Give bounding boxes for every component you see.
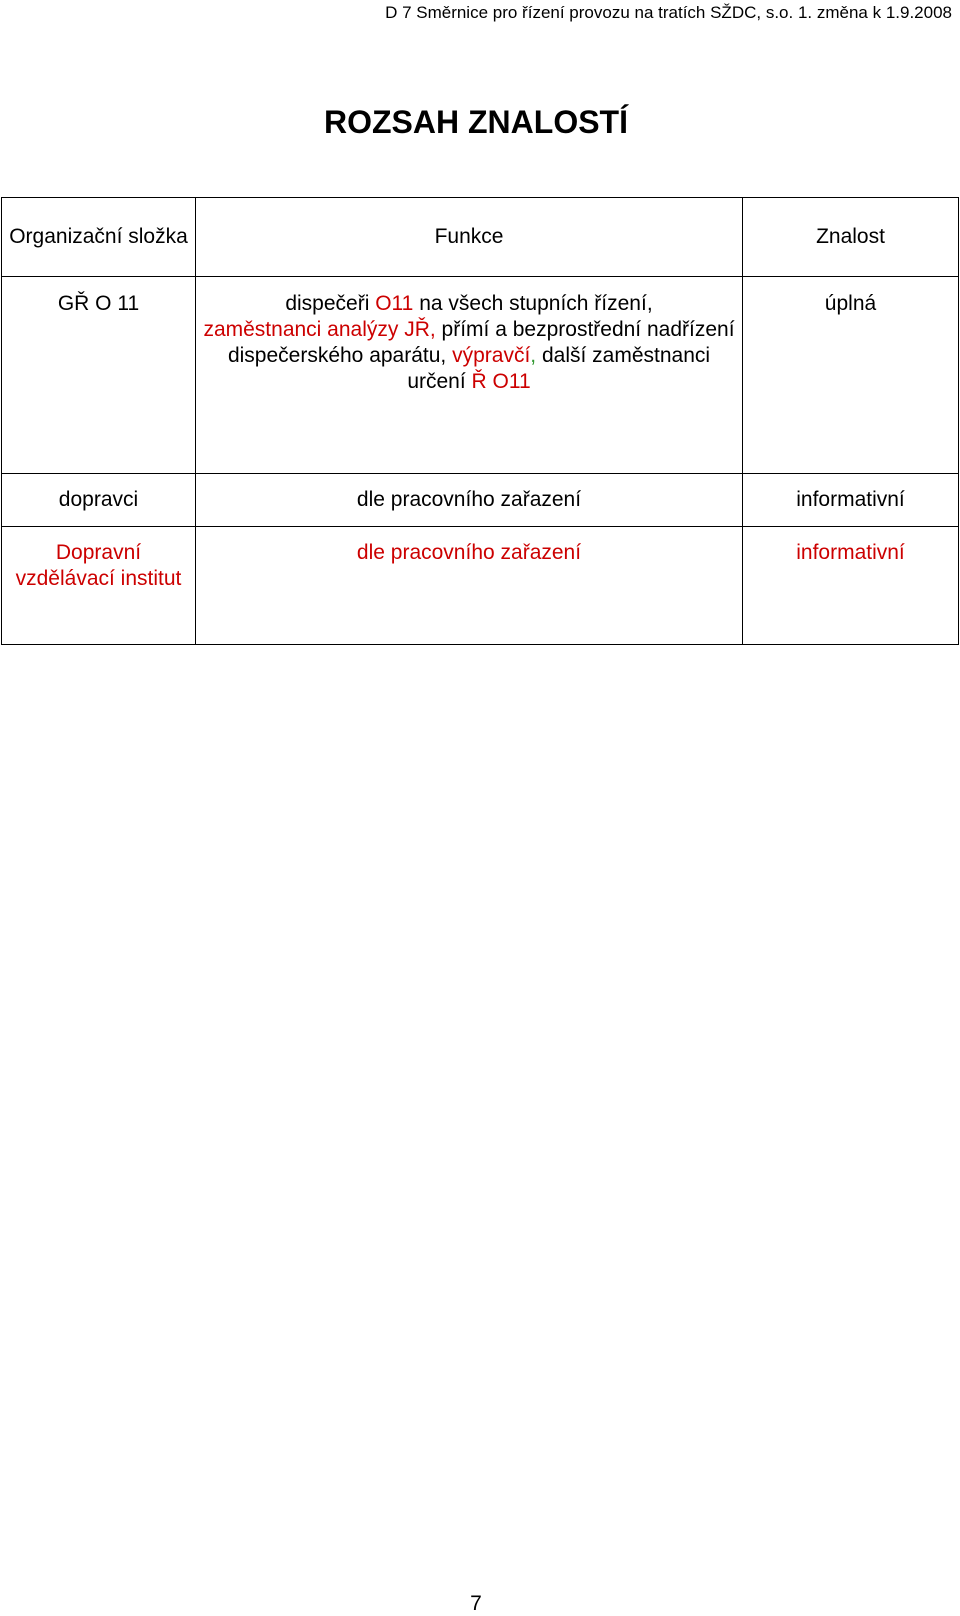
cell-function: dle pracovního zařazení bbox=[196, 527, 743, 645]
function-text: na všech stupních řízení, bbox=[413, 292, 653, 315]
function-text-highlight: Ř O11 bbox=[471, 370, 531, 393]
function-text: další zaměstnanci určení bbox=[407, 344, 711, 393]
function-text-highlight: výpravčí bbox=[452, 344, 531, 367]
table-row bbox=[2, 527, 959, 645]
page-number: 7 bbox=[470, 1592, 482, 1615]
function-text: přímí a bezprostřední nadřízení dispečerského aparátu, bbox=[227, 318, 735, 367]
page-title: ROZSAH ZNALOSTÍ bbox=[324, 104, 628, 140]
function-text-highlight: zaměstnanci analýzy JŘ, bbox=[203, 318, 436, 341]
table-header-row bbox=[2, 198, 959, 277]
page-header: D 7 Směrnice pro řízení provozu na tratích SŽDC, s.o. 1. změna k 1.9.2008 bbox=[385, 3, 952, 22]
table-row bbox=[2, 474, 959, 527]
table-row bbox=[2, 277, 959, 474]
function-text: dispečeři bbox=[285, 292, 376, 315]
header-cell-function: Funkce bbox=[196, 198, 743, 277]
cell-function bbox=[196, 277, 743, 474]
function-text-highlight-green: , bbox=[530, 344, 537, 367]
cell-organization: GŘ O 11 bbox=[2, 277, 196, 474]
cell-function: dle pracovního zařazení bbox=[196, 474, 743, 527]
knowledge-table bbox=[1, 197, 959, 645]
cell-organization: Dopravní vzdělávací institut bbox=[2, 527, 196, 645]
function-text-highlight: O11 bbox=[375, 292, 414, 315]
cell-knowledge: informativní bbox=[743, 474, 959, 527]
cell-knowledge: úplná bbox=[743, 277, 959, 474]
header-cell-organization: Organizační složka bbox=[2, 198, 196, 277]
cell-organization: dopravci bbox=[2, 474, 196, 527]
cell-knowledge: informativní bbox=[743, 527, 959, 645]
header-cell-knowledge: Znalost bbox=[743, 198, 959, 277]
